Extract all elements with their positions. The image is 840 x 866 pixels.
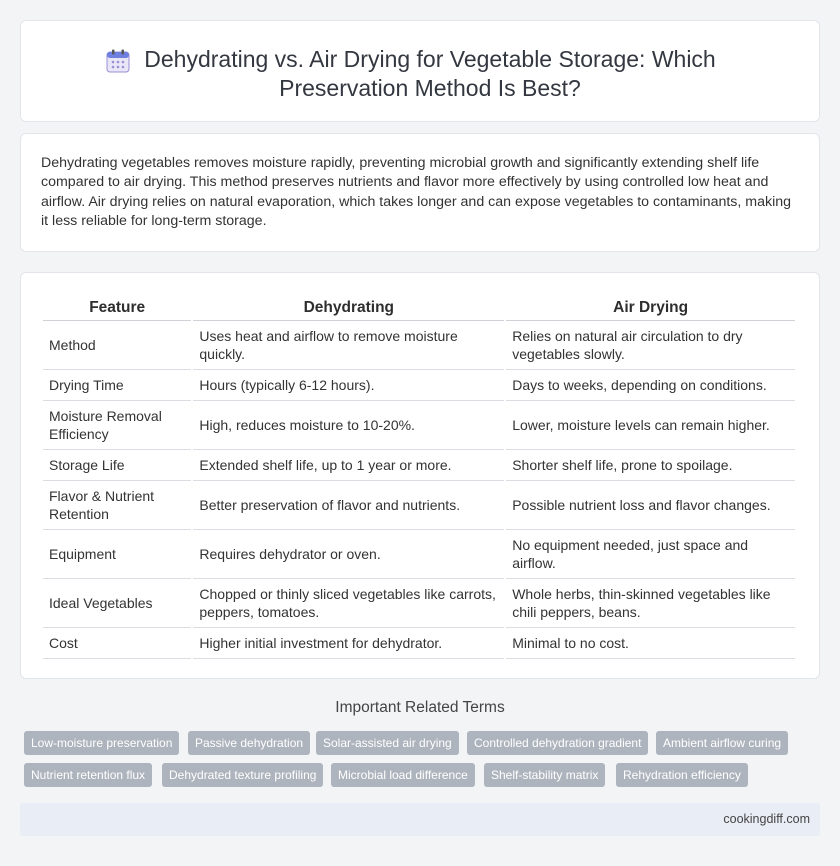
cell-feature: Equipment [43, 530, 191, 579]
cell-dehydrating: High, reduces moisture to 10-20%. [193, 401, 504, 450]
table-row [43, 370, 795, 401]
header-feature: Feature [43, 295, 191, 321]
title-wrap [21, 45, 819, 103]
comparison-card [20, 272, 820, 679]
tag-microbial-load-difference[interactable]: Microbial load difference [331, 763, 475, 787]
cell-feature: Drying Time [43, 370, 191, 401]
table-row [43, 401, 795, 450]
cell-air-drying: Shorter shelf life, prone to spoilage. [506, 450, 795, 481]
cell-feature: Flavor & Nutrient Retention [43, 481, 191, 530]
cell-air-drying: Minimal to no cost. [506, 628, 795, 659]
table-row [43, 321, 795, 370]
cell-air-drying: Days to weeks, depending on conditions. [506, 370, 795, 401]
cell-feature: Method [43, 321, 191, 370]
cell-feature: Ideal Vegetables [43, 579, 191, 628]
intro-paragraph: Dehydrating vegetables removes moisture rapidly, preventing microbial growth and significantly extending shelf life compared to air drying. This method preserves nutrients and flavor more effectively by using controlled low heat and airflow. Air drying relies on natural evaporation, which takes longer and can expose vegetables to contaminants, making it less reliable for long-term storage. [41, 155, 792, 230]
table-row [43, 579, 795, 628]
cell-feature: Storage Life [43, 450, 191, 481]
tag-controlled-dehydration-gradient[interactable]: Controlled dehydration gradient [467, 731, 648, 755]
cell-dehydrating: Higher initial investment for dehydrator. [193, 628, 504, 659]
table-row [43, 530, 795, 579]
cell-feature: Moisture Removal Efficiency [43, 401, 191, 450]
cell-air-drying: Possible nutrient loss and flavor changes. [506, 481, 795, 530]
table-header-row [43, 295, 795, 321]
related-terms-title: Important Related Terms [335, 699, 505, 716]
cell-air-drying: Whole herbs, thin-skinned vegetables like chili peppers, beans. [506, 579, 795, 628]
tag-dehydrated-texture-profiling[interactable]: Dehydrated texture profiling [162, 763, 323, 787]
tag-solar-assisted-air-drying[interactable]: Solar-assisted air drying [316, 731, 459, 755]
tag-shelf-stability-matrix[interactable]: Shelf-stability matrix [484, 763, 605, 787]
cell-air-drying: Relies on natural air circulation to dry vegetables slowly. [506, 321, 795, 370]
cell-feature: Cost [43, 628, 191, 659]
header-dehydrating: Dehydrating [193, 295, 504, 321]
comparison-table [41, 295, 797, 659]
cell-air-drying: No equipment needed, just space and airflow. [506, 530, 795, 579]
page-title: Dehydrating vs. Air Drying for Vegetable Storage: Which Preservation Method Is Best? [144, 46, 716, 101]
cell-dehydrating: Extended shelf life, up to 1 year or more. [193, 450, 504, 481]
calendar-icon [105, 48, 131, 74]
intro-card [20, 133, 820, 252]
cell-dehydrating: Hours (typically 6-12 hours). [193, 370, 504, 401]
cell-dehydrating: Requires dehydrator or oven. [193, 530, 504, 579]
table-row [43, 628, 795, 659]
tag-passive-dehydration[interactable]: Passive dehydration [188, 731, 310, 755]
table-row [43, 450, 795, 481]
tag-ambient-airflow-curing[interactable]: Ambient airflow curing [656, 731, 788, 755]
footer [20, 803, 820, 836]
cell-dehydrating: Better preservation of flavor and nutrients. [193, 481, 504, 530]
cell-dehydrating: Chopped or thinly sliced vegetables like carrots, peppers, tomatoes. [193, 579, 504, 628]
tag-low-moisture-preservation[interactable]: Low-moisture preservation [24, 731, 179, 755]
footer-site-link[interactable]: cookingdiff.com [723, 812, 810, 826]
header-air-drying: Air Drying [506, 295, 795, 321]
cell-dehydrating: Uses heat and airflow to remove moisture quickly. [193, 321, 504, 370]
table-row [43, 481, 795, 530]
tag-rehydration-efficiency[interactable]: Rehydration efficiency [616, 763, 748, 787]
cell-air-drying: Lower, moisture levels can remain higher. [506, 401, 795, 450]
header-card [20, 20, 820, 122]
tag-nutrient-retention-flux[interactable]: Nutrient retention flux [24, 763, 152, 787]
